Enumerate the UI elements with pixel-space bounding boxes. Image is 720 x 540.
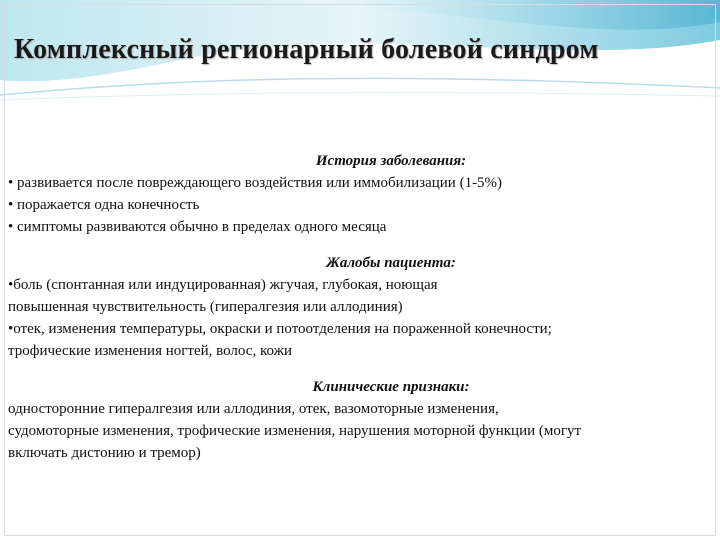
clinical-line: включать дистонию и тремор) (8, 445, 201, 461)
clinical-line: судомоторные изменения, трофические изменения, нарушения моторной функции (могут (8, 423, 582, 439)
clinical-line: односторонние гипералгезия или аллодиния, отек, вазомоторные изменения, (8, 401, 499, 417)
slide-title: Комплексный регионарный болевой синдром (14, 34, 599, 65)
complaints-line: повышенная чувствительность (гипералгезия или аллодиния) (8, 299, 403, 315)
complaints-line: •отек, изменения температуры, окраски и потоотделения на пораженной конечности; (8, 321, 552, 337)
complaints-line: •боль (спонтанная или индуцированная) жгучая, глубокая, ноющая (8, 277, 438, 293)
history-line: • развивается после повреждающего воздействия или иммобилизации (1-5%) (8, 175, 503, 191)
section-heading-clinical-signs: Клинические признаки: (312, 379, 470, 395)
section-heading-history: История заболевания: (315, 153, 467, 169)
complaints-line: трофические изменения ногтей, волос, кожи (8, 343, 292, 359)
slide-content (8, 150, 714, 464)
history-line: • симптомы развиваются обычно в пределах одного месяца (8, 219, 387, 235)
section-heading-complaints: Жалобы пациента: (326, 255, 456, 271)
history-line: • поражается одна конечность (8, 197, 200, 213)
